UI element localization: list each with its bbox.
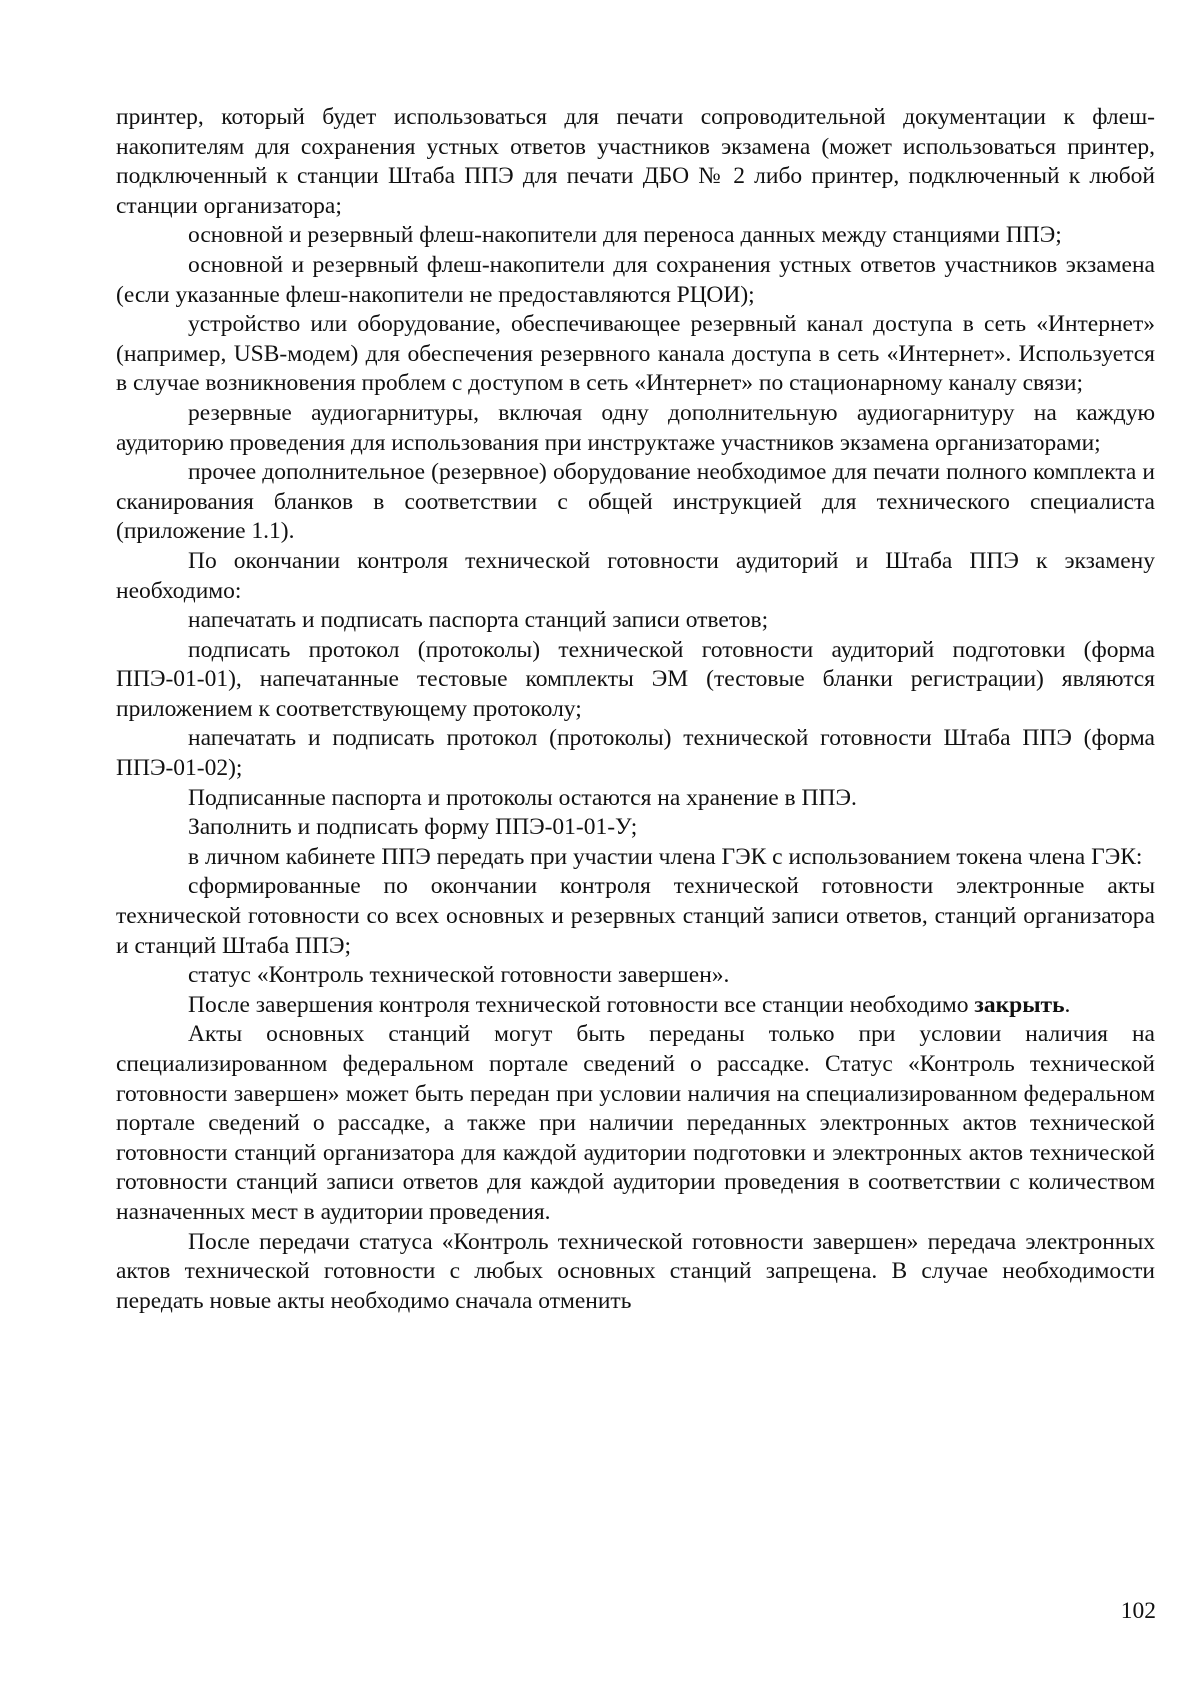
paragraph-flash-transfer: основной и резервный флеш-накопители для переноса данных между станциями ППЭ; <box>188 222 1062 249</box>
paragraph-sign-protocol-rooms: подписать протокол (протоколы) технической готовности аудиторий подготовки (форма ППЭ-01-01), напечатанные тестовые комплекты ЭМ (тестовые бланки регистрации) являются приложением к соответствующему протоколу; <box>116 636 1155 722</box>
paragraph-backup-internet: устройство или оборудование, обеспечивающее резервный канал доступа в сеть «Интернет» (например, USB-модем) для обеспечения резервного канала доступа в сеть «Интернет». Используется в случае возникновения проблем с доступом в сеть «Интернет» по стационарному каналу связи; <box>116 311 1155 397</box>
close-stations-period: . <box>1064 991 1071 1018</box>
paragraph-acts-conditions: Акты основных станций могут быть переданы только при условии наличия на специализированном федеральном портале сведений о рассадке. Статус «Контроль технической готовности завершен» может быть передан при условии наличия на специализированном федеральном портале сведений о рассадке, а также при наличии переданных электронных актов технической готовности станций организатора для каждой аудитории подготовки и электронных актов технической готовности станций записи ответов для каждой аудитории проведения в соответствии с количеством назначенных мест в аудитории проведения. <box>116 1021 1155 1225</box>
paragraph-electronic-acts: сформированные по окончании контроля технической готовности электронные акты технической готовности со всех основных и резервных станций записи ответов, станций организатора и станций Штаба ППЭ; <box>116 873 1155 959</box>
paragraph-print-passports: напечатать и подписать паспорта станций записи ответов; <box>188 607 769 634</box>
paragraph-after-control: По окончании контроля технической готовности аудиторий и Штаба ППЭ к экзамену необходимо: <box>116 547 1155 604</box>
paragraph-status: статус «Контроль технической готовности завершен». <box>188 962 730 989</box>
document-page <box>116 103 1155 1316</box>
close-stations-bold: закрыть <box>974 991 1065 1018</box>
paragraph-close-stations <box>116 991 1155 1021</box>
paragraph-fill-form: Заполнить и подписать форму ППЭ-01-01-У; <box>188 814 638 841</box>
paragraph-personal-cabinet: в личном кабинете ППЭ передать при участии члена ГЭК с использованием токена члена ГЭК: <box>188 843 1143 870</box>
close-stations-text: После завершения контроля технической готовности все станции необходимо <box>188 991 969 1018</box>
page-number: 102 <box>1120 1598 1156 1624</box>
paragraph-flash-oral: основной и резервный флеш-накопители для сохранения устных ответов участников экзамена (если указанные флеш-накопители не предоставляются РЦОИ); <box>116 251 1155 308</box>
paragraph-sign-protocol-hq: напечатать и подписать протокол (протоколы) технической готовности Штаба ППЭ (форма ППЭ-01-02); <box>116 725 1155 782</box>
paragraph-backup-headsets: резервные аудиогарнитуры, включая одну дополнительную аудиогарнитуру на каждую аудиторию проведения для использования при инструктаже участников экзамена организаторами; <box>116 399 1155 456</box>
paragraph-printer-flash: принтер, который будет использоваться для печати сопроводительной документации к флеш-накопителям для сохранения устных ответов участников экзамена (может использоваться принтер, подключенный к станции Штаба ППЭ для печати ДБО № 2 либо принтер, подключенный к любой станции организатора; <box>116 104 1155 219</box>
paragraph-storage: Подписанные паспорта и протоколы остаются на хранение в ППЭ. <box>188 784 857 811</box>
paragraph-after-status: После передачи статуса «Контроль технической готовности завершен» передача электронных актов технической готовности с любых основных станций запрещена. В случае необходимости передать новые акты необходимо сначала отменить <box>116 1228 1155 1314</box>
paragraph-other-equipment: прочее дополнительное (резервное) оборудование необходимое для печати полного комплекта и сканирования бланков в соответствии с общей инструкцией для технического специалиста (приложение 1.1). <box>116 459 1155 545</box>
